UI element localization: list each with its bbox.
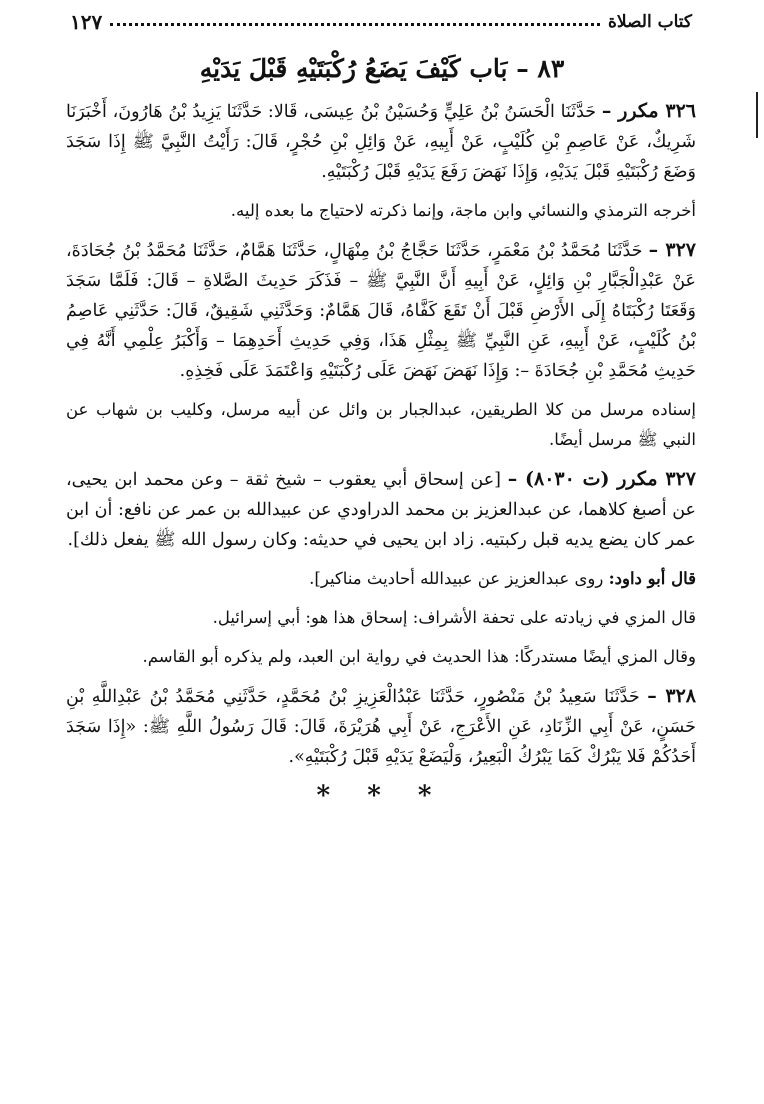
hadith-text: حَدَّثَنَا الْحَسَنُ بْنُ عَلِيٍّ وَحُسَيْنُ بْنُ عِيسَى، قَالا: حَدَّثَنَا يَزِيدُ بْنُ هَارُونَ، أَخْبَرَنَا شَرِيكٌ، عَنْ عَاصِمِ بْنِ كُلَيْبٍ، عَنْ أَبِيهِ، عَنْ وَائِلِ بْنِ حُجْرٍ، قَالَ: رَأَيْتُ النَّبِيَّ ﷺ إِذَا سَجَدَ وَضَعَ رُكْبَتَيْهِ قَبْلَ يَدَيْهِ، وَإِذَا نَهَضَ رَفَعَ يَدَيْهِ قَبْلَ رُكْبَتَيْهِ. — [66, 102, 696, 182]
section-separator: * * * — [316, 781, 446, 811]
commentary-note: وقال المزي أيضًا مستدركًا: هذا الحديث في رواية ابن العبد، ولم يذكره أبو القاسم. — [142, 647, 696, 666]
remark-lead: قال أبو داود: — [608, 569, 696, 588]
hadith-326-repeat — [66, 96, 696, 187]
hadith-328 — [66, 681, 696, 772]
header-dotted-leader — [110, 22, 600, 26]
hadith-number: ٣٢٦ مكرر – — [601, 100, 697, 122]
abu-dawud-remark — [66, 564, 696, 594]
commentary-note: إسناده مرسل من كلا الطريقين، عبدالجبار بن وائل عن أبيه مرسل، وكليب بن شهاب عن النبي ﷺ مرسل أيضًا. — [66, 400, 696, 449]
commentary-note: قال المزي في زيادته على تحفة الأشراف: إسحاق هذا هو: أبي إسرائيل. — [212, 608, 696, 627]
hadith-327-repeat — [66, 464, 696, 555]
hadith-text: حَدَّثَنَا سَعِيدُ بْنُ مَنْصُورٍ، حَدَّثَنَا عَبْدُالْعَزِيزِ بْنُ مُحَمَّدٍ، حَدَّثَنِي مُحَمَّدُ بْنُ عَبْدِاللَّهِ بْنِ حَسَنٍ، عَنْ أَبِي الزِّنَادِ، عَنِ الأَعْرَجِ، عَنْ أَبِي هُرَيْرَةَ، قَالَ: قَالَ رَسُولُ اللَّهِ ﷺ: «إِذَا سَجَدَ أَحَدُكُمْ فَلا يَبْرُكْ كَمَا يَبْرُكُ الْبَعِيرُ، وَلْيَضَعْ يَدَيْهِ قَبْلَ رُكْبَتَيْهِ». — [66, 687, 696, 767]
book-title: كتاب الصلاة — [607, 12, 692, 32]
margin-rule — [756, 92, 758, 138]
remark-text: روى عبدالعزيز عن عبيدالله أحاديث مناكير]. — [309, 569, 609, 588]
commentary-note: أخرجه الترمذي والنسائي وابن ماجة، وإنما ذكرته لاحتياج ما بعده إليه. — [230, 201, 696, 220]
hadith-number: ٣٢٧ – — [648, 239, 696, 261]
hadith-number: ٣٢٧ مكرر (ت ٨٠٣٠) – — [507, 468, 696, 490]
chapter-title: ٨٣ – بَاب كَيْفَ يَضَعُ رُكْبَتَيْهِ قَبْلَ يَدَيْهِ — [199, 54, 565, 83]
hadith-number: ٣٢٨ – — [647, 685, 696, 707]
page-number: ١٢٧ — [70, 10, 103, 34]
running-header — [70, 4, 692, 40]
hadith-text: حَدَّثَنَا مُحَمَّدُ بْنُ مَعْمَرٍ، حَدَّثَنَا حَجَّاجُ بْنُ مِنْهَالٍ، حَدَّثَنَا هَمَّامٌ، حَدَّثَنَا مُحَمَّدُ بْنُ جُحَادَةَ، عَنْ عَبْدِالْجَبَّارِ بْنِ وَائِلٍ، عَنْ أَبِيهِ أَنَّ النَّبِيَّ ﷺ – فَذَكَرَ حَدِيثَ الصَّلاةِ – قَالَ: فَلَمَّا سَجَدَ وَقَعَتَا رُكْبَتَاهُ إِلَى الأَرْضِ قَبْلَ أَنْ تَقَعَ كَفَّاهُ، قَالَ هَمَّامٌ: وَحَدَّثَنِي شَقِيقٌ، قَالَ: حَدَّثَنِي عَاصِمُ بْنُ كُلَيْبٍ، عَنْ أَبِيهِ، عَنِ النَّبِيِّ ﷺ بِمِثْلِ هَذَا، وَفِي حَدِيثِ أَحَدِهِمَا – وَأَكْبَرُ عِلْمِي أَنَّهُ فِي حَدِيثِ مُحَمَّدِ بْنِ جُحَادَةَ –: وَإِذَا نَهَضَ نَهَضَ عَلَى رُكْبَتَيْهِ وَاعْتَمَدَ عَلَى فَخِذِهِ. — [66, 241, 696, 381]
hadith-text: [عن إسحاق أبي يعقوب – شيخ ثقة – وعن محمد ابن يحيى، عن أصبغ كلاهما، عن عبدالعزيز بن محمد الدراودي عن عبيدالله بن عمر عن نافع: أن ابن عمر كان يضع يديه قبل ركبتيه. زاد ابن يحيى في حديثه: وكان رسول الله ﷺ يفعل ذلك]. — [66, 470, 696, 550]
hadith-327 — [66, 235, 696, 386]
page-body — [66, 96, 696, 811]
